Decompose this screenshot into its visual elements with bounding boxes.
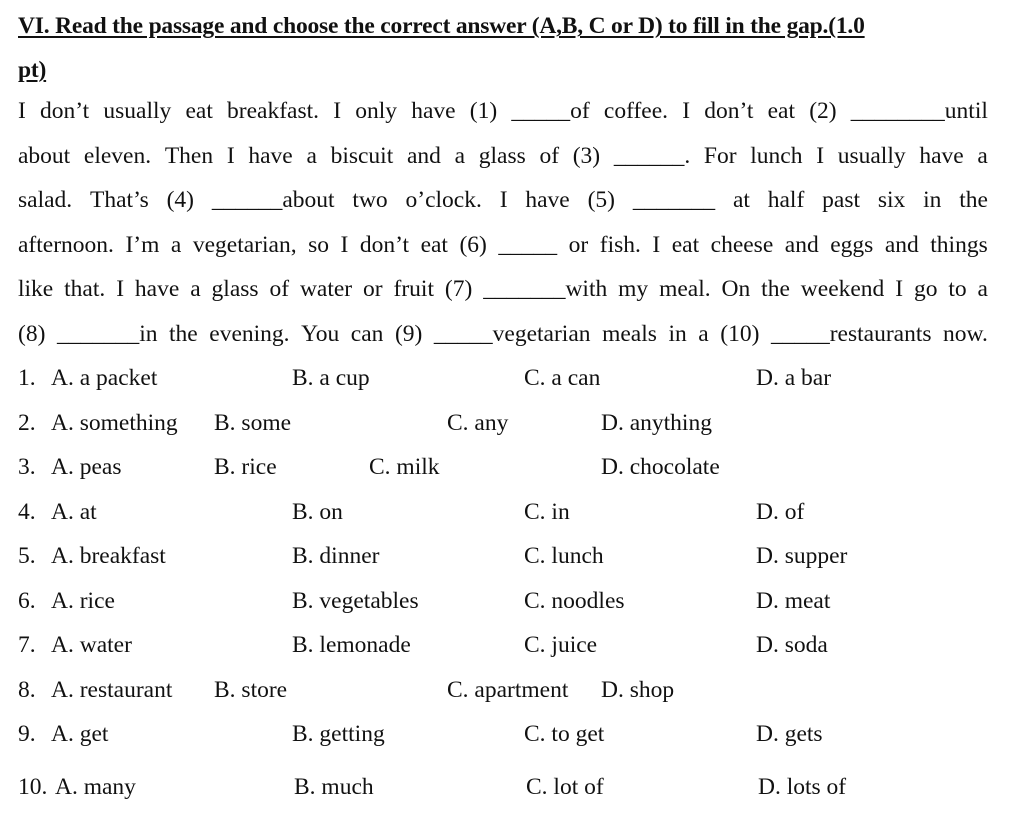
passage-word: eggs xyxy=(830,231,874,258)
passage-word: You xyxy=(301,320,340,347)
passage-word: fruit xyxy=(393,276,434,302)
passage-word: meal. xyxy=(659,276,711,302)
passage-line-1 xyxy=(18,89,988,134)
question-10 xyxy=(18,765,1008,810)
question-2 xyxy=(18,401,1008,446)
passage-word: breakfast. xyxy=(227,98,320,124)
option-a[interactable]: A. get xyxy=(51,721,109,747)
passage-word: a xyxy=(977,276,988,302)
passage-word: That’s xyxy=(90,187,149,213)
passage-word: eleven. xyxy=(83,142,152,169)
option-c[interactable]: C. lunch xyxy=(524,543,604,569)
passage-word: or xyxy=(568,231,589,258)
option-b[interactable]: B. dinner xyxy=(292,543,380,569)
passage-line-2 xyxy=(18,134,988,179)
reading-passage xyxy=(18,89,988,356)
passage-word: (9) xyxy=(394,320,423,347)
option-a[interactable]: A. many xyxy=(55,773,136,800)
passage-word: (3) xyxy=(572,142,601,169)
option-b[interactable]: B. a cup xyxy=(292,365,370,391)
passage-word: like xyxy=(18,276,54,302)
passage-word: I xyxy=(682,98,691,124)
passage-word: _______with xyxy=(483,276,608,302)
option-b[interactable]: B. vegetables xyxy=(292,587,419,614)
passage-word: a xyxy=(698,320,709,347)
question-number: 2. xyxy=(18,409,36,436)
question-number: 8. xyxy=(18,676,36,703)
passage-word: Then xyxy=(164,142,214,169)
passage-word: cheese xyxy=(710,231,774,258)
passage-word: I xyxy=(226,142,235,169)
passage-word: usually xyxy=(103,98,172,124)
passage-word: I xyxy=(116,276,125,302)
question-number: 5. xyxy=(18,543,36,569)
passage-word: _______ xyxy=(632,187,716,213)
passage-word: things xyxy=(930,231,988,258)
passage-word: o’clock. xyxy=(405,187,482,213)
question-5 xyxy=(18,534,1008,579)
passage-word: _____restaurants xyxy=(770,320,932,347)
passage-word: a xyxy=(190,276,201,302)
passage-word: (1) xyxy=(469,98,498,124)
option-d[interactable]: D. chocolate xyxy=(601,454,720,480)
question-9 xyxy=(18,712,1008,757)
passage-line-6 xyxy=(18,312,988,357)
option-d[interactable]: D. anything xyxy=(601,409,712,436)
passage-word: past xyxy=(822,187,860,213)
passage-word: the xyxy=(169,320,198,347)
option-c[interactable]: C. in xyxy=(524,498,570,525)
option-a[interactable]: A. at xyxy=(51,498,97,525)
passage-word: of xyxy=(269,276,290,302)
passage-word: have xyxy=(919,142,964,169)
passage-word: coffee. xyxy=(603,98,669,124)
passage-word: (10) xyxy=(720,320,760,347)
question-number: 7. xyxy=(18,632,36,658)
passage-word: I xyxy=(18,98,26,124)
option-a[interactable]: A. restaurant xyxy=(51,676,173,703)
passage-word: ______. xyxy=(613,142,691,169)
passage-word: I xyxy=(499,187,508,213)
option-a[interactable]: A. breakfast xyxy=(51,543,166,569)
passage-word: ________until xyxy=(850,98,988,124)
answer-options-list xyxy=(18,356,1008,809)
option-a[interactable]: A. water xyxy=(51,632,132,658)
passage-word: lunch xyxy=(750,142,803,169)
question-1 xyxy=(18,356,1008,401)
passage-word: about xyxy=(18,142,71,169)
passage-word: biscuit xyxy=(330,142,394,169)
passage-word: _____vegetarian xyxy=(433,320,591,347)
passage-word: fish. xyxy=(599,231,641,258)
option-a[interactable]: A. a packet xyxy=(51,365,158,391)
passage-word: I xyxy=(333,98,342,124)
question-number: 3. xyxy=(18,454,36,480)
passage-word: don’t xyxy=(40,98,90,124)
option-d[interactable]: D. of xyxy=(756,498,805,525)
passage-word: a xyxy=(170,231,182,258)
option-d[interactable]: D. a bar xyxy=(756,365,832,391)
passage-word: in xyxy=(668,320,687,347)
question-6 xyxy=(18,579,1008,624)
passage-word: water xyxy=(299,276,353,302)
passage-word: (6) xyxy=(459,231,487,258)
passage-word: to xyxy=(948,276,967,302)
passage-word: the xyxy=(959,187,988,213)
option-c[interactable]: C. a can xyxy=(524,365,601,391)
heading-line-2: pt) xyxy=(18,57,47,83)
passage-word: evening. xyxy=(209,320,290,347)
passage-word: don’t xyxy=(704,98,754,124)
passage-word: _______in xyxy=(56,320,158,347)
passage-word: can xyxy=(350,320,384,347)
passage-word: I xyxy=(816,142,825,169)
passage-word: have xyxy=(248,142,293,169)
passage-word: have xyxy=(134,276,180,302)
passage-word: afternoon. xyxy=(18,231,114,258)
passage-word: in xyxy=(923,187,942,213)
passage-word: usually xyxy=(837,142,906,169)
question-number: 4. xyxy=(18,498,36,525)
passage-word: I xyxy=(652,231,661,258)
option-a[interactable]: A. peas xyxy=(51,454,122,480)
passage-word: and xyxy=(406,142,441,169)
option-d[interactable]: D. shop xyxy=(601,676,675,703)
option-c[interactable]: C. to get xyxy=(524,721,605,747)
passage-word: so xyxy=(308,231,329,258)
passage-word: have xyxy=(525,187,570,213)
option-c[interactable]: C. lot of xyxy=(526,773,604,800)
passage-word: half xyxy=(767,187,805,213)
option-d[interactable]: D. lots of xyxy=(758,773,847,800)
passage-word: have xyxy=(411,98,456,124)
passage-word: ______about xyxy=(211,187,335,213)
passage-word: and xyxy=(784,231,819,258)
question-3 xyxy=(18,445,1008,490)
exercise-heading xyxy=(18,4,978,92)
option-c[interactable]: C. juice xyxy=(524,632,598,658)
passage-line-3 xyxy=(18,178,988,223)
question-number: 6. xyxy=(18,587,36,614)
passage-word: don’t xyxy=(359,231,410,258)
option-b[interactable]: B. on xyxy=(292,498,343,525)
passage-word: glass xyxy=(478,142,526,169)
passage-word: _____of xyxy=(511,98,590,124)
question-4 xyxy=(18,490,1008,535)
passage-word: meals xyxy=(602,320,657,347)
passage-word: two xyxy=(352,187,388,213)
option-c[interactable]: C. noodles xyxy=(524,587,625,614)
passage-word: (5) xyxy=(587,187,615,213)
passage-word: six xyxy=(877,187,906,213)
option-d[interactable]: D. meat xyxy=(756,587,831,614)
question-7 xyxy=(18,623,1008,668)
passage-word: (4) xyxy=(166,187,195,213)
option-a[interactable]: A. rice xyxy=(51,587,115,614)
option-b[interactable]: B. lemonade xyxy=(292,632,411,658)
passage-line-4 xyxy=(18,223,988,268)
passage-word: that. xyxy=(64,276,106,302)
passage-word: or xyxy=(363,276,383,302)
passage-word: I’m xyxy=(125,231,160,258)
passage-word: glass xyxy=(211,276,259,302)
heading-line-1: VI. Read the passage and choose the correct answer (A,B, C or D) to fill in the gap.(1.0 xyxy=(18,13,865,39)
option-c[interactable]: C. milk xyxy=(369,454,440,480)
question-number: 10. xyxy=(18,773,48,800)
passage-word: at xyxy=(732,187,750,213)
passage-word: a xyxy=(977,142,988,169)
passage-word: salad. xyxy=(18,187,73,213)
passage-word: only xyxy=(355,98,398,124)
passage-word: a xyxy=(306,142,317,169)
passage-word: (2) xyxy=(809,98,837,124)
passage-word: weekend xyxy=(800,276,885,302)
passage-word: eat xyxy=(185,98,213,124)
passage-word: now. xyxy=(943,320,988,347)
passage-word: I xyxy=(340,231,349,258)
option-d[interactable]: D. supper xyxy=(756,543,848,569)
question-8 xyxy=(18,668,1008,713)
passage-word: (7) xyxy=(444,276,473,302)
passage-line-5 xyxy=(18,267,988,312)
passage-word: For xyxy=(703,142,737,169)
passage-word: the xyxy=(761,276,790,302)
question-number: 1. xyxy=(18,365,36,391)
option-c[interactable]: C. any xyxy=(447,409,509,436)
passage-word: a xyxy=(454,142,466,169)
passage-word: (8) xyxy=(18,320,46,347)
passage-word: go xyxy=(913,276,938,302)
passage-word: eat xyxy=(420,231,448,258)
passage-word: and xyxy=(884,231,919,258)
passage-word: eat xyxy=(767,98,796,124)
option-b[interactable]: B. getting xyxy=(292,721,385,747)
option-c[interactable]: C. apartment xyxy=(447,676,569,703)
passage-word: eat xyxy=(671,231,700,258)
passage-word: vegetarian, xyxy=(192,231,297,258)
option-d[interactable]: D. gets xyxy=(756,721,823,747)
question-number: 9. xyxy=(18,721,36,747)
passage-word: of xyxy=(539,142,560,169)
passage-word: I xyxy=(895,276,904,302)
option-d[interactable]: D. soda xyxy=(756,632,828,658)
option-b[interactable]: B. store xyxy=(214,676,288,703)
option-b[interactable]: B. rice xyxy=(214,454,277,480)
passage-word: _____ xyxy=(498,231,558,258)
option-a[interactable]: A. something xyxy=(51,409,178,436)
passage-word: my xyxy=(618,276,649,302)
option-b[interactable]: B. some xyxy=(214,409,292,436)
option-b[interactable]: B. much xyxy=(294,773,374,800)
passage-word: On xyxy=(721,276,751,302)
